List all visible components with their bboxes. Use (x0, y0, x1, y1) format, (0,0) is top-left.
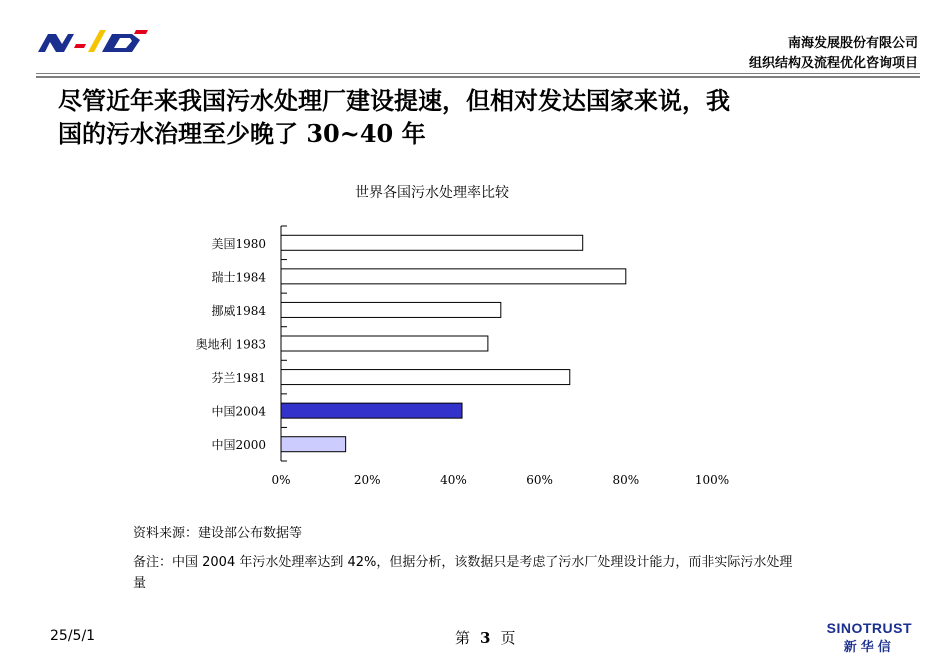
page-suffix: 页 (500, 629, 516, 647)
bar (281, 437, 346, 452)
x-tick-label: 80% (612, 473, 640, 487)
category-label: 瑞士1984 (211, 270, 266, 285)
sinotrust-logo (827, 620, 912, 655)
project-name: 组织结构及流程优化咨询项目 (748, 56, 918, 71)
bar (281, 370, 570, 385)
page-indicator (455, 627, 515, 648)
x-tick-label: 0% (271, 473, 291, 487)
bar (281, 269, 626, 284)
source-note: 资料来源：建设部公布数据等 (133, 526, 303, 541)
page-number: 3 (480, 629, 491, 647)
x-tick-label: 20% (353, 473, 381, 487)
remark-note: 备注：中国 2004 年污水处理率达到 42%，但据分析，该数据只是考虑了污水厂处理设计能力，而非实际污水处理量 (133, 555, 793, 591)
chart-bars (281, 235, 626, 451)
chart-category-labels (196, 237, 267, 452)
brand-en: SINOTRUST (826, 620, 912, 636)
category-label: 芬兰1981 (211, 371, 266, 386)
bar (281, 235, 583, 250)
category-label: 挪威1984 (211, 303, 266, 318)
bar (281, 403, 462, 418)
company-name: 南海发展股份有限公司 (787, 36, 918, 51)
brand-zh: 新华信 (843, 640, 895, 655)
headline-line-2: 国的污水治理至少晚了 30~40 年 (58, 119, 426, 148)
category-label: 美国1980 (211, 236, 266, 251)
footer-date: 25/5/1 (50, 628, 96, 644)
category-label: 中国2004 (211, 404, 266, 419)
category-label: 中国2000 (211, 438, 266, 453)
x-tick-label: 100% (694, 473, 730, 487)
page-prefix: 第 (455, 629, 471, 647)
chart-tick-labels (271, 473, 729, 487)
bar (281, 302, 501, 317)
category-label: 奥地利 1983 (195, 337, 266, 352)
x-tick-label: 60% (526, 473, 553, 487)
x-tick-label: 40% (440, 473, 467, 487)
headline-line-1: 尽管近年来我国污水处理厂建设提速，但相对发达国家来说，我 (58, 86, 730, 115)
bar (281, 336, 488, 351)
chart-title: 世界各国污水处理率比较 (355, 185, 509, 201)
